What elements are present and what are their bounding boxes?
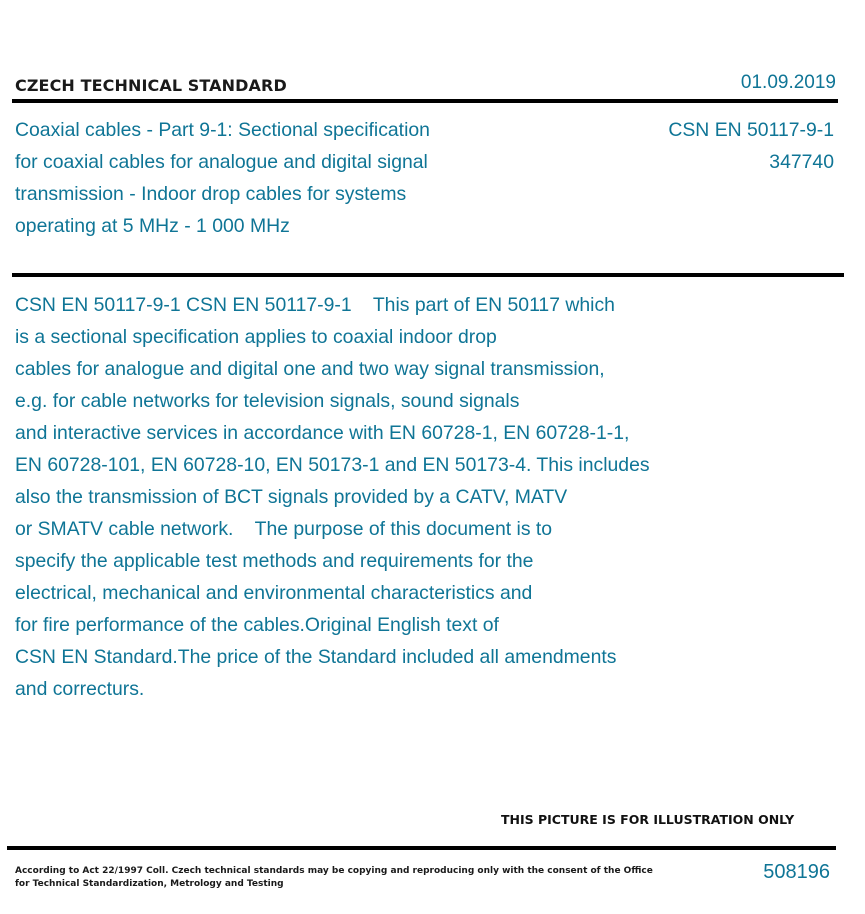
document-type-heading: CZECH TECHNICAL STANDARD [15,76,287,95]
illustration-disclaimer: THIS PICTURE IS FOR ILLUSTRATION ONLY [501,812,795,827]
header-rule [12,99,838,103]
abstract-line: for fire performance of the cables.Original English text of [15,614,499,636]
section-rule [12,273,844,277]
title-line: operating at 5 MHz - 1 000 MHz [15,215,290,237]
abstract-line: specify the applicable test methods and requirements for the [15,550,534,572]
standard-identifiers [668,114,834,178]
document-title [15,114,535,242]
abstract-line: is a sectional specification applies to coaxial indoor drop [15,326,497,348]
footer-rule [7,846,836,850]
publication-date: 01.09.2019 [740,72,836,93]
abstract-line: and interactive services in accordance with EN 60728-1, EN 60728-1-1, [15,422,630,444]
abstract-line: cables for analogue and digital one and two way signal transmission, [15,358,605,380]
title-line: Coaxial cables - Part 9-1: Sectional specification [15,119,430,141]
standard-code: CSN EN 50117-9-1 [668,119,834,141]
abstract-line: e.g. for cable networks for television signals, sound signals [15,390,520,412]
title-line: transmission - Indoor drop cables for systems [15,183,407,205]
abstract-line: EN 60728-101, EN 60728-10, EN 50173-1 and EN 50173-4. This includes [15,454,650,476]
abstract-text [15,289,835,705]
abstract-line: or SMATV cable network. The purpose of this document is to [15,518,553,540]
legal-notice-line: for Technical Standardization, Metrology and Testing [15,879,284,889]
abstract-line: and correcturs. [15,678,145,700]
legal-notice [15,865,653,891]
abstract-line: electrical, mechanical and environmental characteristics and [15,582,533,604]
legal-notice-line: According to Act 22/1997 Coll. Czech technical standards may be copying and reproducing only with the consent of the Office [15,866,653,876]
class-number: 347740 [769,151,834,173]
abstract-line: also the transmission of BCT signals provided by a CATV, MATV [15,486,568,508]
document-id: 508196 [763,861,830,883]
abstract-line: CSN EN Standard.The price of the Standard included all amendments [15,646,617,668]
abstract-line: CSN EN 50117-9-1 CSN EN 50117-9-1 This part of EN 50117 which [15,294,615,316]
title-line: for coaxial cables for analogue and digital signal [15,151,428,173]
